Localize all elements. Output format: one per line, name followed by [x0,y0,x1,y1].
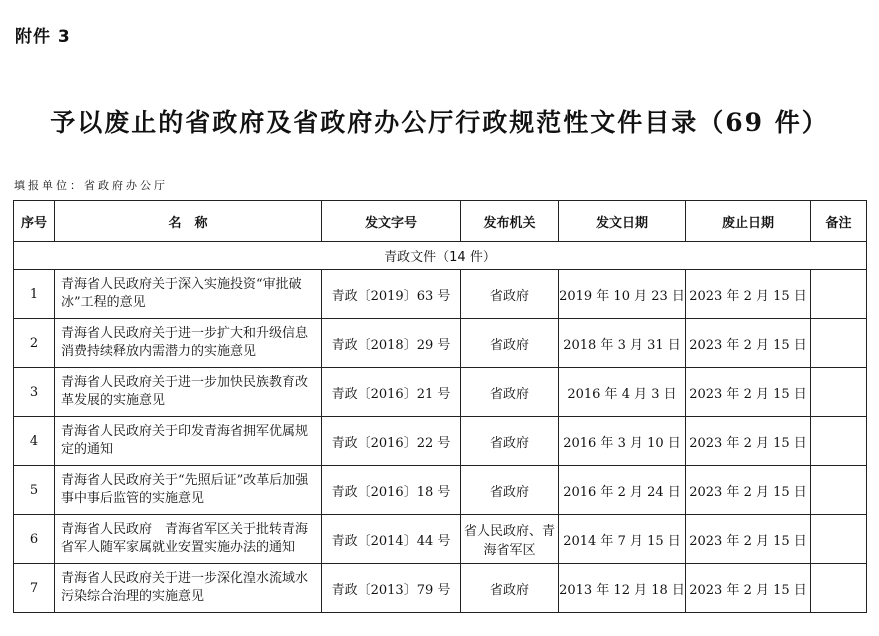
section-row [14,242,867,270]
row-doc-no: 青政〔2013〕79 号 [322,564,461,613]
table-row [14,368,867,417]
row-name: 青海省人民政府关于“先照后证”改革后加强事中事后监管的实施意见 [55,466,322,515]
row-note [811,368,867,417]
table-row [14,466,867,515]
row-issuer: 省政府 [461,466,559,515]
row-name: 青海省人民政府关于进一步深化湟水流域水污染综合治理的实施意见 [55,564,322,613]
row-index: 3 [14,368,55,417]
row-name: 青海省人民政府关于印发青海省拥军优属规定的通知 [55,417,322,466]
row-repeal-date: 2023 年 2 月 15 日 [686,270,811,319]
reporting-unit: 填报单位：省政府办公厅 [14,179,168,192]
col-header-name: 名 称 [55,201,322,242]
row-name: 青海省人民政府关于进一步扩大和升级信息消费持续释放内需潜力的实施意见 [55,319,322,368]
table-row [14,564,867,613]
row-issue-date: 2016 年 2 月 24 日 [559,466,686,515]
row-doc-no: 青政〔2019〕63 号 [322,270,461,319]
row-doc-no: 青政〔2016〕18 号 [322,466,461,515]
row-index: 6 [14,515,55,564]
col-header-issuer: 发布机关 [461,201,559,242]
row-doc-no: 青政〔2014〕44 号 [322,515,461,564]
row-issuer: 省政府 [461,319,559,368]
row-issue-date: 2014 年 7 月 15 日 [559,515,686,564]
row-issue-date: 2016 年 3 月 10 日 [559,417,686,466]
row-doc-no: 青政〔2016〕21 号 [322,368,461,417]
table-row [14,515,867,564]
row-note [811,515,867,564]
annex-label: 附件 3 [15,27,71,47]
row-issue-date: 2018 年 3 月 31 日 [559,319,686,368]
row-index: 7 [14,564,55,613]
row-note [811,466,867,515]
table-row [14,270,867,319]
row-repeal-date: 2023 年 2 月 15 日 [686,319,811,368]
row-note [811,417,867,466]
row-issuer: 省政府 [461,417,559,466]
table-row [14,319,867,368]
row-issue-date: 2013 年 12 月 18 日 [559,564,686,613]
row-repeal-date: 2023 年 2 月 15 日 [686,466,811,515]
row-issuer: 省人民政府、青海省军区 [461,515,559,564]
row-note [811,270,867,319]
page-title: 予以废止的省政府及省政府办公厅行政规范性文件目录（69 件） [50,108,829,137]
row-repeal-date: 2023 年 2 月 15 日 [686,417,811,466]
row-repeal-date: 2023 年 2 月 15 日 [686,564,811,613]
table-header-row [14,201,867,242]
table-row [14,417,867,466]
col-header-doc-no: 发文字号 [322,201,461,242]
row-doc-no: 青政〔2016〕22 号 [322,417,461,466]
row-issue-date: 2019 年 10 月 23 日 [559,270,686,319]
row-doc-no: 青政〔2018〕29 号 [322,319,461,368]
row-index: 2 [14,319,55,368]
row-issuer: 省政府 [461,564,559,613]
row-note [811,564,867,613]
col-header-index: 序号 [14,201,55,242]
row-index: 1 [14,270,55,319]
document-table [13,200,867,613]
row-note [811,319,867,368]
row-index: 4 [14,417,55,466]
col-header-issue-date: 发文日期 [559,201,686,242]
col-header-repeal-date: 废止日期 [686,201,811,242]
row-issuer: 省政府 [461,270,559,319]
section-label: 青政文件（14 件） [14,242,867,270]
row-issuer: 省政府 [461,368,559,417]
row-index: 5 [14,466,55,515]
row-name: 青海省人民政府关于进一步加快民族教育改革发展的实施意见 [55,368,322,417]
row-repeal-date: 2023 年 2 月 15 日 [686,515,811,564]
row-name: 青海省人民政府关于深入实施投资“审批破冰”工程的意见 [55,270,322,319]
col-header-note: 备注 [811,201,867,242]
row-repeal-date: 2023 年 2 月 15 日 [686,368,811,417]
row-name: 青海省人民政府 青海省军区关于批转青海省军人随军家属就业安置实施办法的通知 [55,515,322,564]
row-issue-date: 2016 年 4 月 3 日 [559,368,686,417]
